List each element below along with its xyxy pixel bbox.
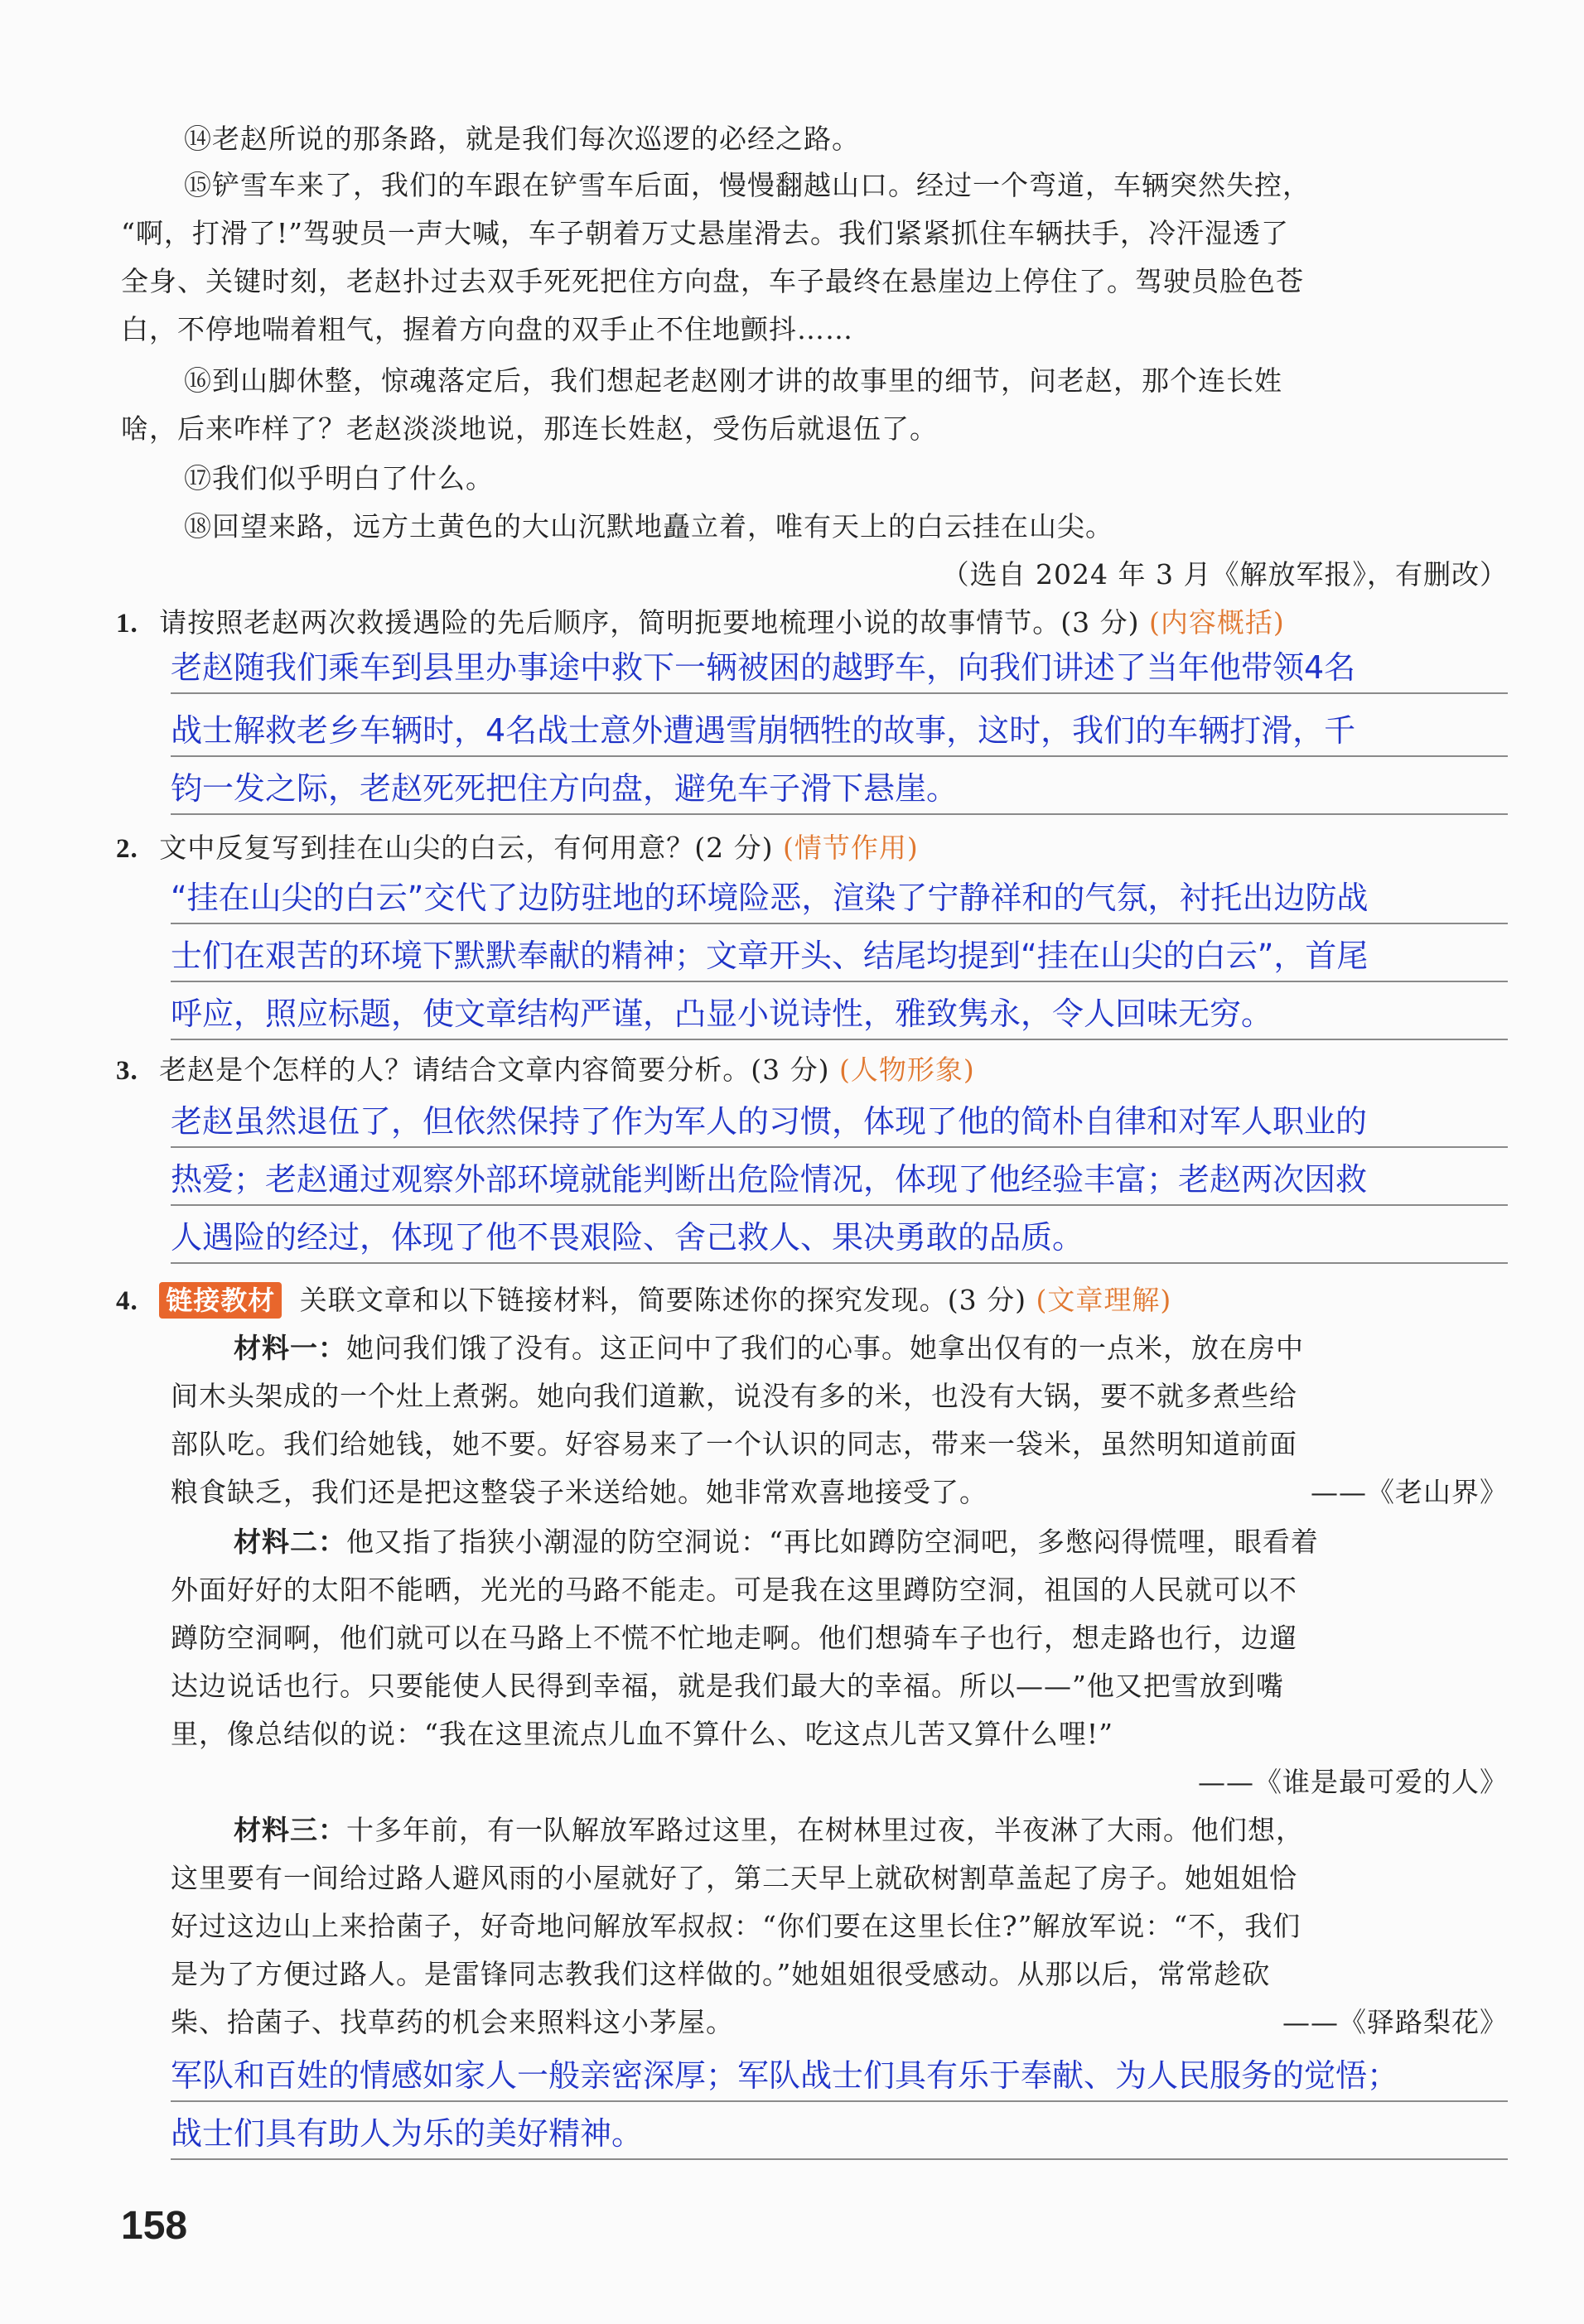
- material-2-line: [234, 1521, 1319, 1564]
- page-number: 158: [121, 2204, 188, 2248]
- answer-line: 人遇险的经过，体现了他不畏艰险、舍己救人、果决勇敢的品质。: [171, 1219, 1084, 1256]
- material-3-line: 柴、拾菌子、找草药的机会来照料这小茅屋。: [171, 2006, 734, 2038]
- question-number: 2.: [116, 834, 138, 864]
- link-textbook-badge: 链接教材: [159, 1282, 282, 1319]
- answer-rule: [171, 1262, 1508, 1264]
- material-2-line: 蹲防空洞啊，他们就可以在马路上不慌不忙地走啊。他们想骑车子也行，想走路也行，边遛: [171, 1622, 1297, 1654]
- material-text: 她问我们饿了没有。这正问中了我们的心事。她拿出仅有的一点米，放在房中: [346, 1332, 1304, 1364]
- material-label: 材料一：: [234, 1332, 346, 1364]
- answer-line: 军队和百姓的情感如家人一般亲密深厚；军队战士们具有乐于奉献、为人民服务的觉悟；: [171, 2057, 1399, 2094]
- answer-rule: [171, 1146, 1508, 1148]
- answer-line: 士们在艰苦的环境下默默奉献的精神；文章开头、结尾均提到“挂在山尖的白云”，首尾: [171, 938, 1369, 974]
- story-paragraph-15-line: 白，不停地喘着粗气，握着方向盘的双手止不住地颤抖……: [121, 313, 853, 345]
- question-tag: (文章理解): [1036, 1284, 1172, 1316]
- question-number: 3.: [116, 1056, 138, 1086]
- material-1-line: 部队吃。我们给她钱，她不要。好容易来了一个认识的同志，带来一袋米，虽然明知道前面: [171, 1428, 1297, 1460]
- question-text: 关联文章和以下链接材料，简要陈述你的探究发现。(3 分): [299, 1284, 1026, 1316]
- answer-line: 战士解救老乡车辆时，4名战士意外遭遇雪崩牺牲的故事，这时，我们的车辆打滑，千: [171, 712, 1356, 749]
- material-label: 材料二：: [234, 1526, 346, 1558]
- material-2-line: 达边说话也行。只要能使人民得到幸福，就是我们最大的幸福。所以——”他又把雪放到嘴: [171, 1670, 1284, 1702]
- material-3-line: [234, 1809, 1304, 1852]
- story-paragraph-17: ⑰我们似乎明白了什么。: [184, 462, 494, 494]
- answer-rule: [171, 2100, 1508, 2102]
- question-tag: (内容概括): [1148, 606, 1285, 639]
- material-3-line: 这里要有一间给过路人避风雨的小屋就好了，第二天早上就砍树割草盖起了房子。她姐姐恰: [171, 1862, 1297, 1894]
- story-paragraph-15-line: 全身、关键时刻，老赵扑过去双手死死把住方向盘，车子最终在悬崖边上停住了。驾驶员脸色苍: [121, 265, 1304, 297]
- question-number: 4.: [116, 1286, 138, 1316]
- story-paragraph-15-line: ⑮铲雪车来了，我们的车跟在铲雪车后面，慢慢翻越山口。经过一个弯道，车辆突然失控，: [184, 169, 1311, 201]
- question-tag: (情节作用): [782, 832, 919, 864]
- material-1-line: 间木头架成的一个灶上煮粥。她向我们道歉，说没有多的米，也没有大锅，要不就多煮些给: [171, 1380, 1297, 1412]
- answer-rule: [171, 755, 1508, 757]
- answer-line: 老赵虽然退伍了，但依然保持了作为军人的习惯，体现了他的简朴自律和对军人职业的: [171, 1103, 1368, 1140]
- question-tag: (人物形象): [838, 1054, 975, 1086]
- material-2-source: ——《谁是最可爱的人》: [1198, 1766, 1508, 1798]
- material-3-line: 是为了方便过路人。是雷锋同志教我们这样做的。”她姐姐很受感动。从那以后，常常趁砍: [171, 1958, 1271, 1990]
- answer-rule: [171, 813, 1508, 815]
- answer-line: 战士们具有助人为乐的美好精神。: [171, 2115, 644, 2152]
- story-paragraph-18: ⑱回望来路，远方土黄色的大山沉默地矗立着，唯有天上的白云挂在山尖。: [184, 510, 1113, 542]
- answer-rule: [171, 2158, 1508, 2160]
- story-paragraph-16-line: 啥，后来咋样了？老赵淡淡地说，那连长姓赵，受伤后就退伍了。: [121, 412, 938, 445]
- question-text: 文中反复写到挂在山尖的白云，有何用意？(2 分): [159, 832, 774, 864]
- answer-rule: [171, 1039, 1508, 1040]
- material-1-line: 粮食缺乏，我们还是把这整袋子米送给她。她非常欢喜地接受了。: [171, 1476, 988, 1508]
- material-2-line: 外面好好的太阳不能晒，光光的马路不能走。可是我在这里蹲防空洞，祖国的人民就可以不: [171, 1574, 1297, 1606]
- story-paragraph-14: ⑭老赵所说的那条路，就是我们每次巡逻的必经之路。: [184, 123, 860, 155]
- material-text: 十多年前，有一队解放军路过这里，在树林里过夜，半夜淋了大雨。他们想，: [346, 1814, 1304, 1846]
- answer-line: 老赵随我们乘车到县里办事途中救下一辆被困的越野车，向我们讲述了当年他带领4名: [171, 649, 1356, 686]
- answer-line: 热爱；老赵通过观察外部环境就能判断出危险情况，体现了他经验丰富；老赵两次因救: [171, 1161, 1368, 1198]
- answer-rule: [171, 692, 1508, 694]
- story-paragraph-15-line: “啊，打滑了!”驾驶员一声大喊，车子朝着万丈悬崖滑去。我们紧紧抓住车辆扶手，冷汗湿透了: [121, 217, 1290, 249]
- answer-line: “挂在山尖的白云”交代了边防驻地的环境险恶，渲染了宁静祥和的气氛，衬托出边防战: [171, 880, 1369, 916]
- story-paragraph-16-line: ⑯到山脚休整，惊魂落定后，我们想起老赵刚才讲的故事里的细节，问老赵，那个连长姓: [184, 364, 1282, 397]
- material-1-line: [234, 1327, 1304, 1370]
- question-number: 1.: [116, 609, 138, 639]
- answer-line: 呼应，照应标题，使文章结构严谨，凸显小说诗性，雅致隽永，令人回味无穷。: [171, 996, 1273, 1032]
- material-3-line: 好过这边山上来拾菌子，好奇地问解放军叔叔：“你们要在这里长住?”解放军说：“不，我们: [171, 1910, 1301, 1942]
- material-text: 他又指了指狭小潮湿的防空洞说：“再比如蹲防空洞吧，多憋闷得慌哩，眼看着: [346, 1526, 1319, 1558]
- story-source: （选自 2024 年 3 月《解放军报》，有删改）: [941, 558, 1508, 591]
- material-3-source: ——《驿路梨花》: [1282, 2006, 1508, 2038]
- material-2-line: 里，像总结似的说：“我在这里流点儿血不算什么、吃这点儿苦又算什么哩!”: [171, 1718, 1114, 1750]
- question-2: [116, 827, 919, 870]
- question-1: [116, 601, 1285, 645]
- question-text: 请按照老赵两次救援遇险的先后顺序，简明扼要地梳理小说的故事情节。(3 分): [159, 606, 1140, 639]
- answer-rule: [171, 923, 1508, 924]
- answer-rule: [171, 981, 1508, 982]
- answer-rule: [171, 1204, 1508, 1206]
- question-3: [116, 1049, 975, 1092]
- material-1-source: ——《老山界》: [1311, 1476, 1508, 1508]
- answer-line: 钧一发之际，老赵死死把住方向盘，避免车子滑下悬崖。: [171, 770, 959, 807]
- question-text: 老赵是个怎样的人？请结合文章内容简要分析。(3 分): [159, 1054, 830, 1086]
- question-4: [116, 1279, 1171, 1323]
- material-label: 材料三：: [234, 1814, 346, 1846]
